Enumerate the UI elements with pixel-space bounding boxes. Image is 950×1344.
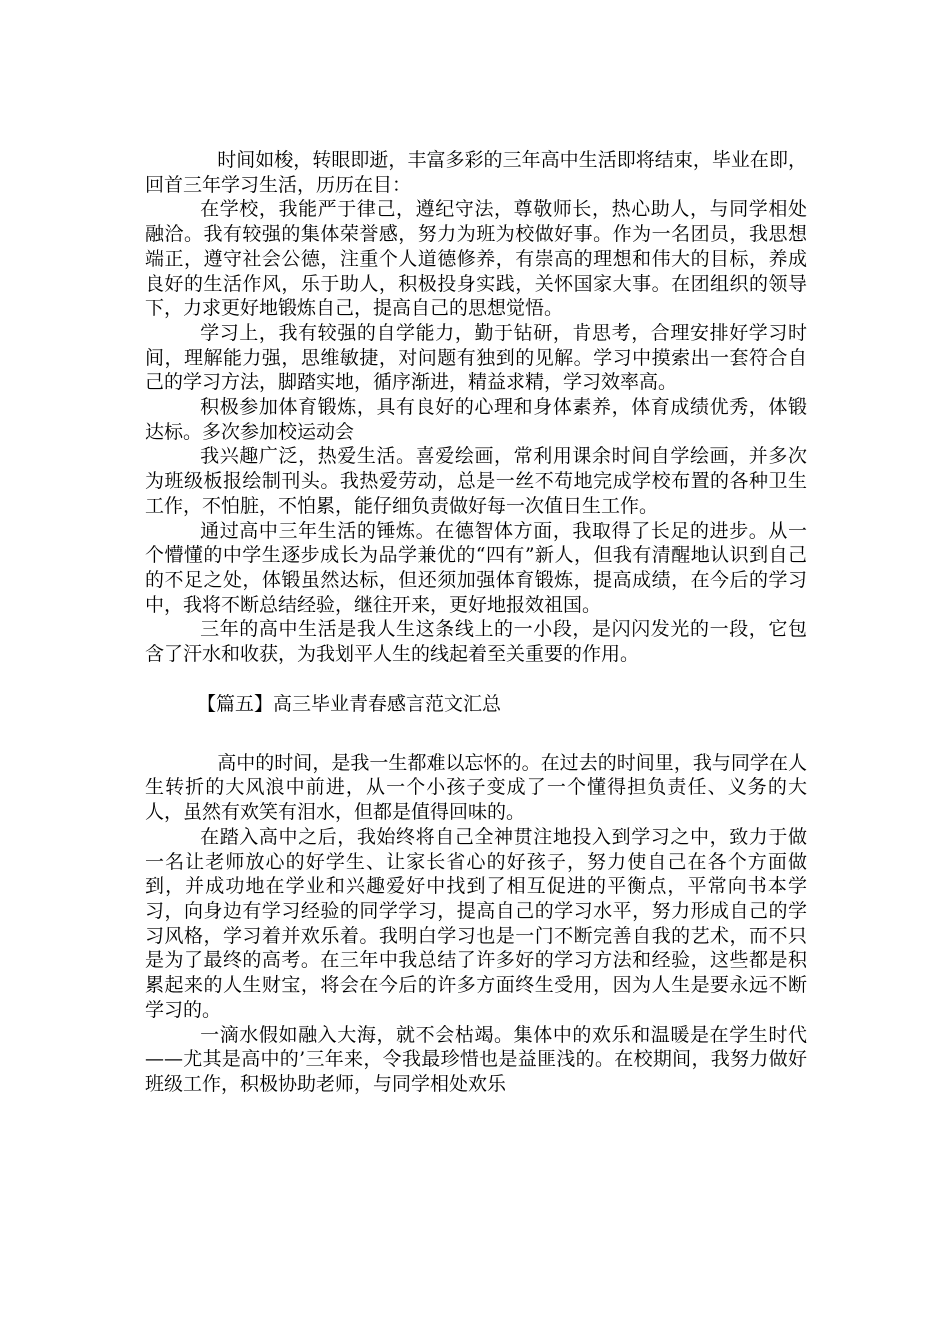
- paragraph: 积极参加体育锻炼，具有良好的心理和身体素养，体育成绩优秀，体锻达标。多次参加校运动会: [145, 396, 807, 443]
- section-spacer: [145, 717, 807, 751]
- paragraph: 一滴水假如融入大海，就不会枯竭。集体中的欢乐和温暖是在学生时代——尤其是高中的’三年来，令我最珍惜也是益匪浅的。在校期间，我努力做好班级工作，积极协助老师，与同学相处欢乐: [145, 1023, 807, 1095]
- document-page: [145, 148, 807, 1097]
- paragraph: 在踏入高中之后，我始终将自己全神贯注地投入到学习之中，致力于做一名让老师放心的好学生、让家长省心的好孩子，努力使自己在各个方面做到，并成功地在学业和兴趣爱好中找到了相互促进的平衡点，平常向书本学习，向身边有学习经验的同学学习，提高自己的学习水平，努力形成自己的学习风格，学习着并欢乐着。我明白学习也是一门不断完善自我的艺术，而不只是为了最终的高考。在三年中我总结了许多好的学习方法和经验，这些都是积累起来的人生财宝，将会在今后的许多方面终生受用，因为人生是要永远不断学习的。: [145, 825, 807, 1021]
- paragraph: 学习上，我有较强的自学能力，勤于钻研，肯思考，合理安排好学习时间，理解能力强，思维敏捷，对问题有独到的见解。学习中摸索出一套符合自己的学习方法，脚踏实地，循序渐进，精益求精，学习效率高。: [145, 321, 807, 394]
- section-heading: 【篇五】高三毕业青春感言范文汇总: [197, 692, 502, 715]
- paragraph: 通过高中三年生活的锤炼。在德智体方面，我取得了长足的进步。从一个懵懂的中学生逐步成长为品学兼优的“四有”新人，但我有清醒地认识到自己的不足之处，体锻虽然达标，但还须加强体育锻炼，提高成绩，在今后的学习中，我将不断总结经验，继往开来，更好地报效祖国。: [145, 519, 807, 616]
- paragraph: 时间如梭，转眼即逝，丰富多彩的三年高中生活即将结束，毕业在即，回首三年学习生活，历历在目：: [145, 149, 807, 196]
- paragraph: 三年的高中生活是我人生这条线上的一小段，是闪闪发光的一段，它包含了汗水和收获，为我划平人生的线起着至关重要的作用。: [145, 618, 807, 666]
- paragraph: 在学校，我能严于律己，遵纪守法，尊敬师长，热心助人，与同学相处融洽。我有较强的集体荣誉感，努力为班为校做好事。作为一名团员，我思想端正，遵守社会公德，注重个人道德修养，有崇高的理想和伟大的目标，养成良好的生活作风，乐于助人，积极投身实践，关怀国家大事。在团组织的领导下，力求更好地锻炼自己，提高自己的思想觉悟。: [145, 198, 807, 320]
- paragraph: 我兴趣广泛，热爱生活。喜爱绘画，常利用课余时间自学绘画，并多次为班级板报绘制刊头。我热爱劳动，总是一丝不苟地完成学校布置的各种卫生工作，不怕脏，不怕累，能仔细负责做好每一次值日生工作。: [145, 445, 807, 517]
- paragraph: 高中的时间，是我一生都难以忘怀的。在过去的时间里，我与同学在人生转折的大风浪中前进，从一个小孩子变成了一个懂得担负责任、义务的大人，虽然有欢笑有泪水，但都是值得回味的。: [145, 751, 807, 824]
